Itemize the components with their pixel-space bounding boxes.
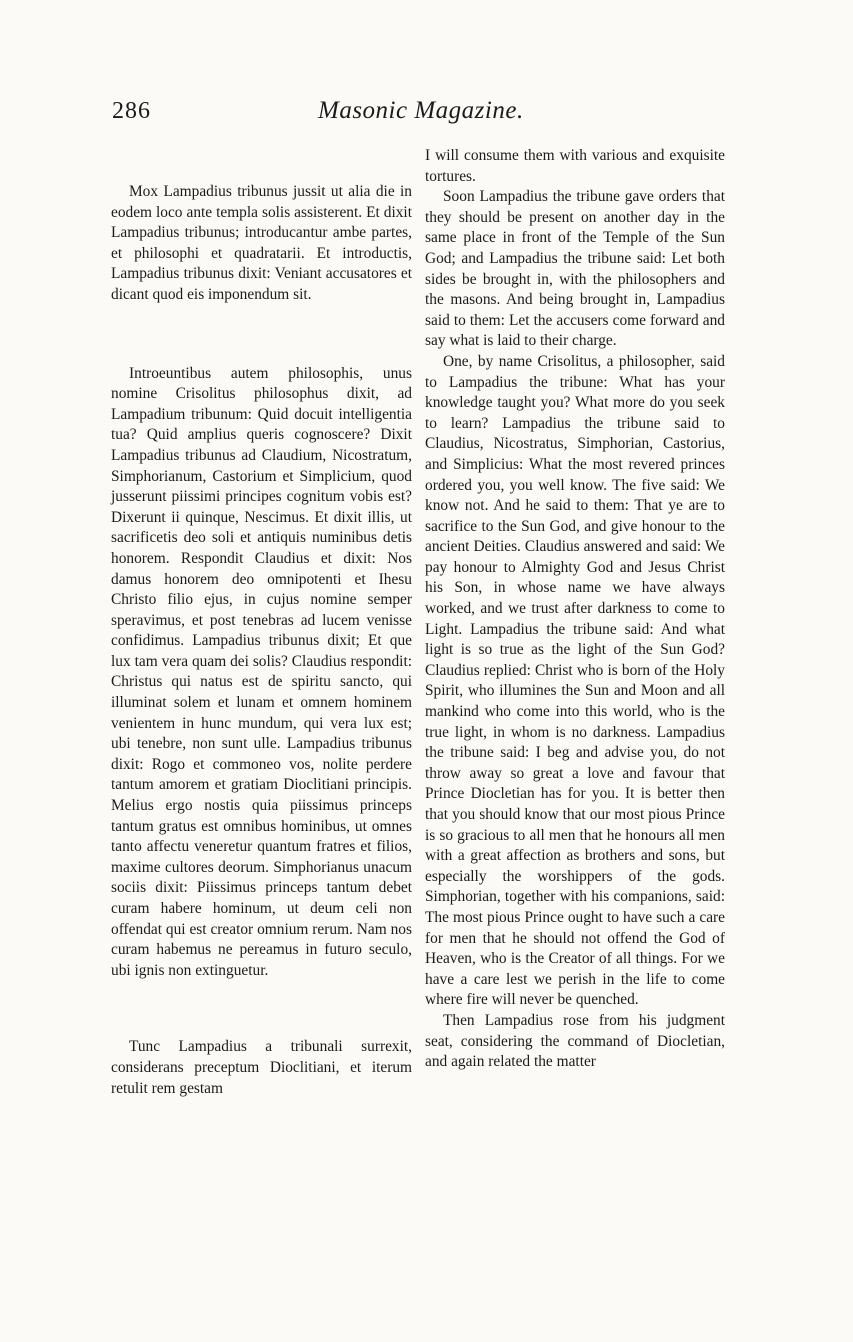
latin-column [111,146,412,1099]
running-title: Masonic Magazine. [318,97,524,124]
english-paragraph-0: I will consume them with various and exquisite tortures. [425,147,725,185]
latin-paragraph-1: Mox Lampadius tribunus jussit ut alia die in eodem loco ante templa solis assisterent. Et dixit Lampadius tribunus; introducantur ambe partes, et philosophi et quadratarii. Et introductis, Lampadius tribunus dixit: Veniant accusatores et dicant quod eis imponendum sit. [111,183,412,303]
english-column [425,146,725,1073]
english-paragraph-1: Soon Lampadius the tribune gave orders that they should be present on another day in the same place in front of the Temple of the Sun God; and Lampadius the tribune said: Let both sides be brought in, with the philosophers and the masons. And being brought in, Lampadius said to them: Let the accusers come forward and say what is laid to their charge. [425,188,725,350]
latin-paragraph-3: Tunc Lampadius a tribunali surrexit, considerans preceptum Dioclitiani, et iterum retulit rem gestam [111,1038,412,1097]
latin-paragraph-2: Introeuntibus autem philosophis, unus nomine Crisolitus philosophus dixit, ad Lampadium tribunum: Quid docuit intelligentia tua? Quid amplius queris cognoscere? Dixit Lampadius tribunus ad Claudium, Nicostratum, Simphorianum, Castorium et Simplicium, quod jusserunt piissimi principes cognitum vobis est? Dixerunt ii quinque, Nescimus. Et dixit illis, ut sacrificetis deo soli et antiquis numinibus detis honorem. Respondit Claudius et dixit: Nos damus honorem deo omnipotenti et Ihesu Christo filio ejus, in cujus nomine semper speravimus, et post tenebras ad lucem venisse confidimus. Lampadius tribunus dixit; Et que lux tam vera quam dei solis? Claudius respondit: Christus qui natus est de spiritu sancto, qui illuminat solem et lunam et omnem hominem venientem in hunc mundum, qui vera lux est; ubi tenebre, non sunt ulle. Lampadius tribunus dixit: Rogo et commoneo vos, nolite perdere tantum amorem et gratiam Dioclitiani principis. Melius ergo nostis quia piissimus princeps tantum gratus est omnibus hominibus, ut omnes tanto affectu veneretur quantum fratres et filios, maxime cultores deorum. Simphorianus unacum sociis dixit: Piissimus princeps tantum debet curam habere hominum, ut deum celi non offendat qui est creator omnium rerum. Nam nos curam habemus ne pereamus in futuro seculo, ubi ignis non extinguetur. [111,364,412,979]
english-paragraph-2: One, by name Crisolitus, a philosopher, said to Lampadius the tribune: What has your knowledge taught you? What more do you seek to learn? Lampadius the tribune said to Claudius, Nicostratus, Simphorian, Castorius, and Simplicius: What the most revered princes ordered you, you well know. The five said: We know not. And he said to them: That ye are to sacrifice to the Sun God, and give honour to the ancient Deities. Claudius answered and said: We pay honour to Almighty God and Jesus Christ his Son, in whose name we have always worked, and we trust after darkness to come to Light. Lampadius the tribune said: And what light is so true as the light of the Sun God? Claudius replied: Christ who is born of the Holy Spirit, who illumines the Sun and Moon and all mankind who come into this world, who is the true light, in whom is no darkness. Lampadius the tribune said: I beg and advise you, do not throw away so great a love and favour that Prince Diocletian has for you. It is better then that you should know that our most pious Prince is so gracious to all men that he honours all men with a great affection as brothers and sons, but especially the worshippers of the gods. Simphorian, together with his companions, said: The most pious Prince ought to have such a care for men that he should not offend the God of Heaven, who is the Creator of all things. For we have a care lest we perish in the life to come where fire will never be quenched. [425,352,725,1009]
page-number: 286 [112,98,151,124]
english-paragraph-3: Then Lampadius rose from his judgment seat, considering the command of Diocletian, and again related the matter [425,1011,725,1071]
